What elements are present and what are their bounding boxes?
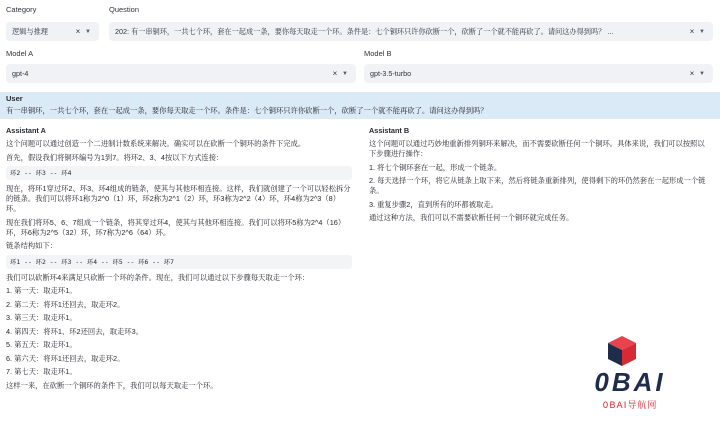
assistant-b-paragraph: 通过这种方法，我们可以不需要砍断任何一个铜环就完成任务。 bbox=[369, 213, 574, 222]
clear-icon[interactable]: × bbox=[689, 69, 695, 78]
category-value: 逻辑与推理 bbox=[12, 26, 48, 36]
assistant-a-title: Assistant A bbox=[6, 126, 46, 135]
clear-icon[interactable]: × bbox=[332, 69, 338, 78]
clear-icon[interactable]: × bbox=[689, 27, 695, 36]
assistant-b-title: Assistant B bbox=[369, 126, 410, 135]
model-a-value: gpt-4 bbox=[12, 69, 29, 78]
chevron-down-icon[interactable]: ▼ bbox=[342, 70, 348, 77]
question-label: Question bbox=[109, 5, 140, 14]
model-b-label: Model B bbox=[364, 49, 392, 58]
assistant-b-paragraph: 这个问题可以通过巧妙地重新排列铜环来解决，而不需要砍断任何一个铜环。具体来说，我们可以按照以下步骤进行操作： bbox=[369, 139, 705, 158]
assistant-a-paragraph: 现在，将环1穿过环2、环3、环4组成的链条，使其与其他环相连接。这样，我们就创建了一个可以轻松拆分的链条。我们可以将环1称为2^0（1）环，环2称为2^1（2）环，环3称为2^2（4）环，环4称为2^3（8）环。 bbox=[6, 184, 351, 213]
chevron-down-icon[interactable]: ▼ bbox=[85, 28, 91, 35]
assistant-a-paragraph: 首先，假设我们将铜环编号为1到7。将环2、3、4按以下方式连接： bbox=[6, 152, 224, 162]
list-item: 2. 每天选择一个环，将它从链条上取下来，然后将链条重新排列，使得剩下的环仍然套在一起形成一个链条。 bbox=[369, 176, 706, 195]
assistant-a-paragraph: 我们可以砍断环4来满足只砍断一个环的条件。现在，我们可以通过以下步骤每天取走一个环： bbox=[6, 272, 310, 282]
model-b-select[interactable] bbox=[364, 64, 713, 83]
assistant-b-panel bbox=[369, 126, 709, 227]
cube-icon bbox=[608, 336, 636, 366]
list-item: 6. 第六天：将环1还回去，取走环2。 bbox=[6, 353, 125, 363]
watermark-subtitle: 0BAI导航网 bbox=[602, 401, 658, 411]
list-item: 1. 第一天：取走环1。 bbox=[6, 286, 77, 295]
question-select[interactable] bbox=[109, 22, 713, 41]
watermark-brand: 0BAI bbox=[594, 367, 666, 397]
user-message bbox=[0, 92, 720, 119]
assistant-a-paragraph: 链条结构如下： bbox=[6, 241, 58, 250]
assistant-a-paragraph: 这样一来，在砍断一个铜环的条件下，我们可以每天取走一个环。 bbox=[6, 380, 218, 390]
chevron-down-icon[interactable]: ▼ bbox=[699, 70, 705, 77]
clear-icon[interactable]: × bbox=[75, 27, 81, 36]
category-label: Category bbox=[6, 5, 37, 14]
list-item: 2. 第二天：将环1还回去，取走环2。 bbox=[6, 299, 125, 309]
list-item: 3. 第三天：取走环1。 bbox=[6, 313, 77, 322]
model-a-select[interactable] bbox=[6, 64, 356, 83]
user-title: User bbox=[6, 94, 23, 103]
assistant-a-panel bbox=[6, 126, 352, 394]
model-b-value: gpt-3.5-turbo bbox=[370, 69, 412, 78]
chevron-down-icon[interactable]: ▼ bbox=[699, 28, 705, 35]
assistant-a-paragraph: 现在我们将环5、6、7组成一个链条，将其穿过环4，使其与其他环相连接。我们可以将环5称为2^4（16）环，环6称为2^5（32）环，环7称为2^6（64）环。 bbox=[6, 217, 346, 237]
list-item: 3. 重复步骤2，直到所有的环都被取走。 bbox=[369, 199, 498, 209]
question-value: 202: 有一串铜环，一共七个环，套在一起成一条，要你每天取走一个环。条件是：七个铜环只许你砍断一个，砍断了一个就不能再砍了。请问这办得到吗？ ... bbox=[115, 26, 614, 36]
code-block: 环1 -- 环2 -- 环3 -- 环4 -- 环5 -- 环6 -- 环7 bbox=[6, 255, 352, 269]
watermark-logo bbox=[560, 335, 700, 415]
list-item: 5. 第五天：取走环1。 bbox=[6, 340, 77, 349]
list-item: 7. 第七天：取走环1。 bbox=[6, 367, 77, 376]
user-text: 有一串铜环，一共七个环，套在一起成一条，要你每天取走一个环。条件是：七个铜环只许你砍断一个，砍断了一个就不能再砍了。请问这办得到吗？ bbox=[6, 106, 488, 115]
list-item: 1. 将七个铜环套在一起，形成一个链条。 bbox=[369, 162, 502, 172]
assistant-a-paragraph: 这个问题可以通过创造一个二进制计数系统来解决。确实可以在砍断一个铜环的条件下完成。 bbox=[6, 139, 306, 148]
model-a-label: Model A bbox=[6, 49, 34, 58]
category-select[interactable] bbox=[6, 22, 99, 41]
code-block: 环2 -- 环3 -- 环4 bbox=[6, 166, 352, 180]
list-item: 4. 第四天：将环1、环2还回去，取走环3。 bbox=[6, 326, 144, 336]
